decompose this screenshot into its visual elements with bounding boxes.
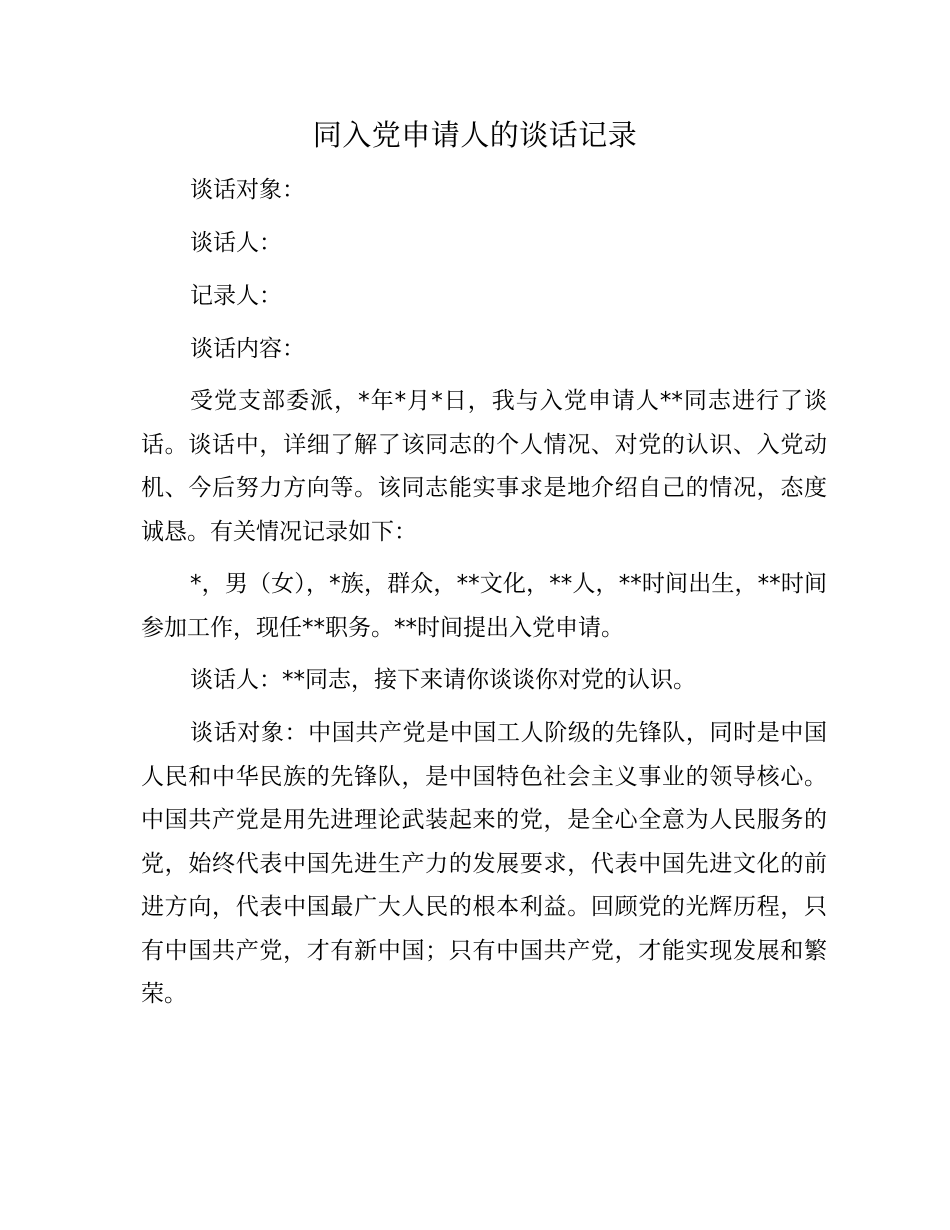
paragraph-subject-answer: 谈话对象：中国共产党是中国工人阶级的先锋队，同时是中国人民和中华民族的先锋队，是中国特色社会主义事业的领导核心。中国共产党是用先进理论武装起来的党，是全心全意为人民服务的党，始终代表中国先进生产力的发展要求，代表中国先进文化的前进方向，代表中国最广大人民的根本利益。回顾党的光辉历程，只有中国共产党，才有新中国；只有中国共产党，才能实现发展和繁荣。 bbox=[141, 720, 827, 1007]
paragraph-personal-info: *，男（女），*族，群众，**文化，**人，**时间出生，**时间参加工作，现任**职务。**时间提出入党申请。 bbox=[141, 571, 827, 641]
field-subject: 谈话对象： bbox=[190, 177, 305, 203]
paragraph-interviewer-question: 谈话人：**同志，接下来请你谈谈你对党的认识。 bbox=[190, 667, 696, 693]
document-title: 同入党申请人的谈话记录 bbox=[312, 118, 638, 152]
field-interviewer: 谈话人： bbox=[190, 230, 282, 256]
paragraph-intro: 受党支部委派，*年*月*日，我与入党申请人**同志进行了谈话。谈话中，详细了解了该同志的个人情况、对党的认识、入党动机、今后努力方向等。该同志能实事求是地介绍自己的情况，态度诚恳。有关情况记录如下： bbox=[141, 388, 827, 545]
field-content: 谈话内容： bbox=[190, 336, 305, 362]
field-recorder: 记录人： bbox=[190, 283, 282, 309]
